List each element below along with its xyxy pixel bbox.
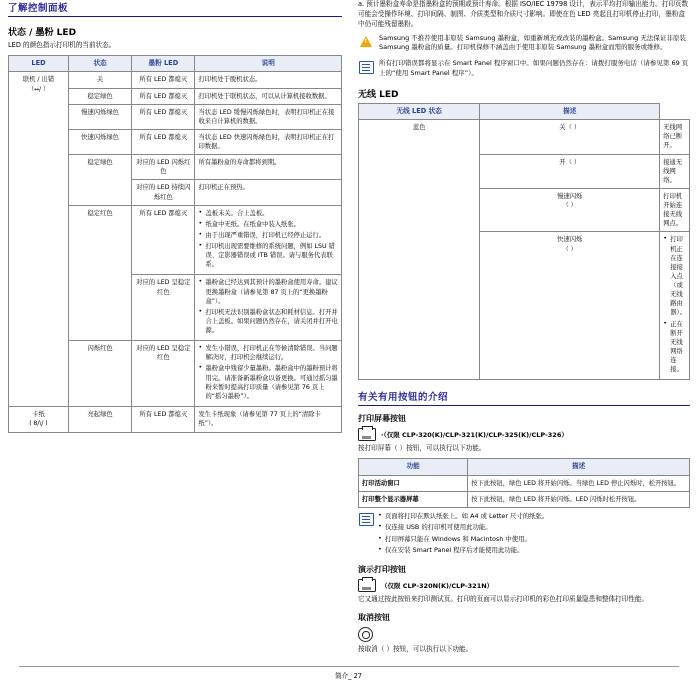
led-cell-jam: 卡纸 ( 8/\/ ) <box>9 406 69 432</box>
warning-note-text: Samsung 不推荐使用非原装 Samsung 墨粉盒，如重新填充或改装的墨粉盒。Samsung 无法保证非原装 Samsung 墨粉盒的质量。打印机保修不涵盖由于使用非原装 Samsung 墨粉盒而需的服务或维修。 <box>379 33 686 52</box>
col-description: 描述 <box>468 459 690 476</box>
cancel-button-desc: 按取消（ ）按钮，可以执行以下功能。 <box>358 645 473 654</box>
page-number: 简介_ 27 <box>335 672 362 680</box>
print-screen-model-note: ·（仅限 CLP-320(K)/CLP-321(K)/CLP-325(K)/CLP-326） <box>381 431 568 440</box>
print-screen-icon-row <box>358 428 690 441</box>
print-screen-desc: 按打印屏幕（ ）按钮，可以执行以下功能。 <box>358 444 486 453</box>
col-wireless-desc: 描述 <box>480 103 660 120</box>
list-item: • 页面将打印在默认纸张上。如 A4 或 Letter 尺寸的纸张。 <box>378 512 548 521</box>
desc-cell: 打印机处于脱机状态。 <box>195 72 342 88</box>
note-document-icon <box>358 59 374 79</box>
table-header-row <box>359 459 690 476</box>
col-led: LED <box>9 55 69 72</box>
list-item: • 发生小错误，打印机正在等候清除错误。当问题解决时，打印机会继续运行。 <box>198 344 338 362</box>
list-item: • 正在断开无线网络连接。 <box>663 320 686 375</box>
note-document-icon <box>358 512 374 557</box>
desc-cell: 发生卡纸现象（请参见第 77 页上的“清除卡纸”）。 <box>195 406 342 432</box>
toner-cell: 所有 LED 都熄灭 <box>132 129 195 154</box>
list-item: • 仅连接 USB 的打印机可使用此功能。 <box>378 523 548 532</box>
state-cell: 稳定绿色 <box>68 155 131 206</box>
table-row <box>359 120 690 154</box>
state-cell: 闪烁红色 <box>68 341 131 407</box>
toner-cell: 所有 LED 都熄灭 <box>132 205 195 275</box>
wireless-led-heading: 无线 LED <box>358 89 399 100</box>
col-desc: 说明 <box>195 55 342 72</box>
warning-triangle-icon <box>358 34 374 54</box>
col-toner: 墨粉 LED <box>132 55 195 72</box>
desc-cell: 打印机处于联机状态，可以从计算机接收数据。 <box>195 88 342 104</box>
desc-cell: 按下此按钮，绿色 LED 将开始闪烁。当绿色 LED 停止闪烁时，松开按钮。 <box>468 475 690 491</box>
page-footer <box>0 666 697 680</box>
cancel-icon[interactable] <box>358 627 373 642</box>
state-cell: 快速闪烁绿色 <box>68 129 131 154</box>
right-column <box>358 0 690 659</box>
wireless-sub-cell: 关（ ） <box>480 120 660 154</box>
desc-cell <box>195 205 342 275</box>
notes-list <box>378 512 548 555</box>
demo-print-desc: 它又通过按此按钮来打印测试页。打印的页面可以显示打印机的彩色打印质量隐患和整体打印性能。 <box>358 595 649 604</box>
desc-list <box>663 235 686 374</box>
desc-cell: 当状态 LED 快速闪烁绿色时，表明打印机正在打印数据。 <box>195 129 342 154</box>
state-cell: 亮起绿色 <box>68 406 131 432</box>
wireless-led-table <box>358 103 690 381</box>
list-item: • 墨粉盒中残留少量墨粉。墨粉盒中的墨粉预计将用完。请准备新墨粉盒以备更换。可通过摇匀墨粉来暂时提高打印质量（请参见第 76 页上的“摇匀墨粉”）。 <box>198 364 338 401</box>
printer-icon <box>358 579 376 592</box>
footnote-a: a. 预计墨粉盒寿命是指墨粉盒的预期或预计寿命。根据 ISO/IEC 19798 设计，表示平均打印输出能力。打印页数可能会受操作环境、打印间隔、制图、介质类型和介质尺寸影响。即使在色 LED 亮起且打印机停止打印，墨粉盒中仍可能残留墨粉。 <box>358 0 689 28</box>
status-toner-heading: 状态 / 墨粉 LED <box>8 28 77 38</box>
desc-cell: 按下此按钮，绿色 LED 将开始闪烁。LED 闪烁时松开按钮。 <box>468 491 690 507</box>
cancel-button-heading: 取消按钮 <box>358 613 390 623</box>
wireless-sub-cell: 开（ ） <box>480 154 660 188</box>
toner-cell: 对应的 LED 呈稳定红色 <box>132 341 195 407</box>
state-cell: 稳定红色 <box>68 205 131 341</box>
list-item: • 打印机无法识别墨粉盒状态和耗材信息。打开并合上盖板。如果问题仍然存在，请关闭并打开电源。 <box>198 308 338 335</box>
wireless-color-cell: 蓝色 <box>359 120 480 380</box>
demo-model-note: （仅限 CLP-320N(K)/CLP-321N） <box>381 582 494 591</box>
toner-cell: 对应的 LED 持续闪烁红色 <box>132 180 195 205</box>
status-intro-text: LED 的颜色指示打印机的当前状态。 <box>8 41 116 49</box>
desc-cell: 当状态 LED 缓慢闪烁绿色时，表明打印机正在接收来自计算机的数据。 <box>195 104 342 129</box>
toner-cell: 对应的 LED 闪烁红色 <box>132 155 195 180</box>
desc-cell: 打印机开始连接无线网点。 <box>660 188 690 232</box>
info-note-text: 所有打印错误都将显示在 Smart Panel 程序窗口中。如果问题仍然存在：请拨打服务电话（请参见第 69 页上的“使用 Smart Panel 程序”）。 <box>379 59 689 77</box>
desc-list <box>198 278 338 335</box>
list-item: • 打印机出现需要维修的系统问题，例如 LSU 错误、定影器错误或 ITB 错误。请与服务代表联系。 <box>198 242 338 269</box>
toner-cell: 所有 LED 都熄灭 <box>132 104 195 129</box>
demo-icon-row <box>358 579 690 592</box>
print-screen-notes <box>358 512 690 557</box>
desc-list <box>198 209 338 270</box>
col-function: 功能 <box>359 459 468 476</box>
col-wireless-state: 无线 LED 状态 <box>359 103 480 120</box>
col-state: 状态 <box>68 55 131 72</box>
state-cell: 稳定绿色 <box>68 88 131 104</box>
wireless-sub-cell: 快速闪烁 （ ） <box>480 232 660 380</box>
list-item: • 由于出现严重错误，打印机已经停止运行。 <box>198 231 338 240</box>
function-cell: 打印活动窗口 <box>359 475 468 491</box>
demo-print-button-heading: 演示打印按钮 <box>358 565 406 575</box>
wireless-sub-cell: 慢速闪烁 （ ） <box>480 188 660 232</box>
table-header-row <box>9 55 342 72</box>
desc-cell <box>660 232 690 380</box>
warning-note <box>358 34 690 54</box>
function-cell: 打印整个显示器屏幕 <box>359 491 468 507</box>
list-item: • 打印机正在连接接入点（或无线路由器）。 <box>663 235 686 317</box>
desc-cell <box>195 341 342 407</box>
desc-cell: 打印机正在预热。 <box>195 180 342 205</box>
led-cell-online-error: 联机 / 出错 （↔/ ） <box>9 72 69 407</box>
list-item: • 盖板未关。合上盖板。 <box>198 209 338 218</box>
state-cell: 关 <box>68 72 131 88</box>
state-cell: 慢速闪烁绿色 <box>68 104 131 129</box>
page-title: 了解控制面板 <box>8 0 342 17</box>
list-item: • 墨粉盒已经达到其预计的墨粉盒使用寿命。建议更换墨粉盒（请参见第 87 页上的“更换墨粉盒”）。 <box>198 278 338 305</box>
desc-cell <box>195 275 342 341</box>
table-header-row <box>359 103 690 120</box>
toner-cell: 对应的 LED 呈稳定红色 <box>132 275 195 341</box>
left-column <box>8 0 342 433</box>
print-screen-button-heading: 打印屏幕按钮 <box>358 414 406 424</box>
toner-cell: 所有 LED 都熄灭 <box>132 406 195 432</box>
toner-cell: 所有 LED 都熄灭 <box>132 88 195 104</box>
desc-cell: 所有墨粉盒的寿命都将到期。 <box>195 155 342 180</box>
desc-cell: 无线网络已断开。 <box>660 120 690 154</box>
table-row <box>9 72 342 88</box>
list-item: • 打印屏幕只能在 Windows 和 Macintosh 中使用。 <box>378 535 548 544</box>
print-screen-table <box>358 458 690 508</box>
buttons-section-title: 有关有用按钮的介绍 <box>358 389 690 406</box>
footer-divider <box>19 666 679 667</box>
toner-cell: 所有 LED 都熄灭 <box>132 72 195 88</box>
printer-icon <box>358 428 376 441</box>
list-item: • 仅在安装 Smart Panel 程序后才能使用此功能。 <box>378 546 548 555</box>
status-led-table <box>8 55 342 433</box>
info-note <box>358 59 690 79</box>
cancel-icon-row <box>358 627 690 642</box>
table-row <box>359 491 690 507</box>
table-row <box>359 475 690 491</box>
table-row <box>9 406 342 432</box>
desc-list <box>198 344 338 401</box>
list-item: • 纸盒中无纸。在纸盒中装入纸张。 <box>198 220 338 229</box>
desc-cell: 接通无线网络。 <box>660 154 690 188</box>
